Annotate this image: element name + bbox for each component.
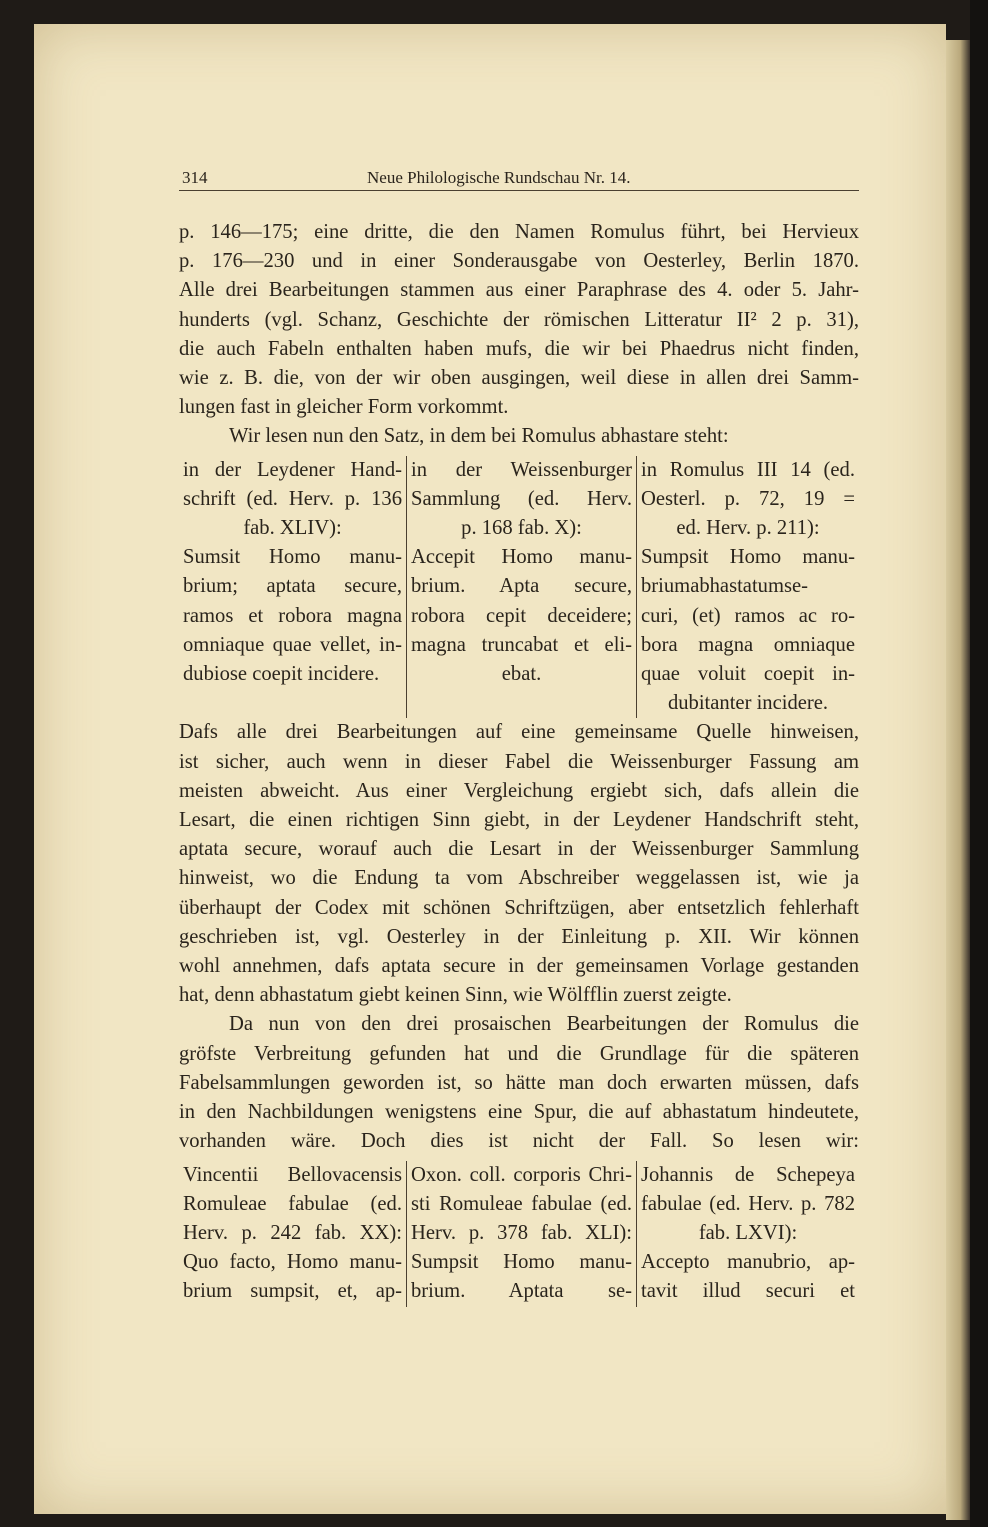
column-text-line: brium sumpsit, et, ap- [183, 1280, 402, 1303]
column-text-line: curi, (et) ramos ac ro- [641, 604, 855, 627]
column-heading-line: in der Leydener Hand- [183, 458, 402, 481]
column-text-line: dubitanter incidere. [667, 692, 829, 715]
text-line: hinweist, wo die Endung ta vom Abschreiber weggelassen ist, wie ja [179, 867, 859, 890]
text-line: hunderts (vgl. Schanz, Geschichte der römischen Litteratur II² 2 p. 31), [179, 308, 859, 331]
column-heading-line: Oxon. coll. corporis Chri- [411, 1163, 632, 1186]
column-text-line: briumabhastatumse- [641, 575, 808, 598]
text-line: überhaupt der Codex mit schönen Schriftzügen, aber entsetzlich fehlerhaft [179, 896, 859, 919]
column-heading-line: Sammlung (ed. Herv. [411, 487, 632, 510]
column-heading-line: Romuleae fabulae (ed. [183, 1192, 402, 1215]
text-line: aptata secure, worauf auch die Lesart in der Weissenburger Sammlung [179, 838, 859, 861]
table-column-schepeya [636, 1161, 859, 1307]
text-line: ist sicher, auch wenn in dieser Fabel die Weissenburger Fassung am [179, 750, 859, 773]
text-line: vorhanden wäre. Doch dies ist nicht der Fall. So lesen wir: [179, 1130, 859, 1153]
column-text-line: quae voluit coepit in- [641, 663, 855, 686]
running-head [179, 166, 859, 191]
text-line: p. 176—230 und in einer Sonderausgabe von Oesterley, Berlin 1870. [179, 250, 859, 273]
text-line: die auch Fabeln enthalten haben mufs, die wir bei Phaedrus nicht finden, [179, 337, 859, 360]
column-heading-line: fabulae (ed. Herv. p. 782 [641, 1192, 855, 1215]
table-column-weissenburg [406, 456, 636, 719]
column-heading-line: Oesterl. p. 72, 19 = [641, 487, 855, 510]
column-heading-line: schrift (ed. Herv. p. 136 [183, 487, 402, 510]
column-heading-line: ed. Herv. p. 211): [676, 517, 820, 540]
column-text-line: brium; aptata secure, [183, 575, 402, 598]
column-text-line: Quo facto, Homo manu- [183, 1251, 402, 1274]
table-column-romulus [636, 456, 859, 719]
text-line: wohl annehmen, dafs aptata secure in der gemeinsamen Vorlage gestanden [179, 955, 859, 978]
column-heading-line: p. 168 fab. X): [461, 517, 582, 540]
scan-border [970, 0, 988, 1527]
text-line: geschrieben ist, vgl. Oesterley in der Einleitung p. XII. Wir können [179, 925, 859, 948]
text-line: lungen fast in gleicher Form vorkommt. [179, 396, 509, 419]
paragraph-1 [179, 218, 859, 422]
paragraph-2 [179, 422, 859, 451]
text-line: Dafs alle drei Bearbeitungen auf eine gemeinsame Quelle hinweisen, [179, 721, 859, 744]
column-text-line: Sumpsit Homo manu- [641, 546, 855, 569]
paragraph-4 [179, 1010, 859, 1156]
page-number: 314 [182, 168, 208, 187]
page-content [179, 166, 859, 1307]
column-text-line: Sumsit Homo manu- [183, 546, 402, 569]
text-line: Fabelsammlungen geworden ist, so hätte man doch erwarten müssen, dafs [179, 1071, 859, 1094]
column-heading-line: in der Weissenburger [411, 458, 632, 481]
page-edge [946, 40, 970, 1520]
column-heading-line: Johannis de Schepeya [641, 1163, 855, 1186]
column-heading-line: Herv. p. 242 fab. XX): [183, 1221, 402, 1244]
text-line: Wir lesen nun den Satz, in dem bei Romulus abhastare steht: [229, 425, 729, 448]
column-text-line: tavit illud securi et [641, 1280, 855, 1303]
text-line: meisten abweicht. Aus einer Vergleichung ergiebt sich, dafs allein die [179, 779, 859, 802]
text-line: Alle drei Bearbeitungen stammen aus einer Paraphrase des 4. oder 5. Jahr- [179, 279, 859, 302]
table-column-vincentius [179, 1161, 406, 1307]
column-text-line: magna truncabat et eli- [411, 633, 632, 656]
text-line: wie z. B. die, von der wir oben ausgingen, weil diese in allen drei Samm- [179, 367, 859, 390]
text-line: p. 146—175; eine dritte, die den Namen Romulus führt, bei Hervieux [179, 221, 859, 243]
column-text-line: ramos et robora magna [183, 604, 402, 627]
column-text-line: Accepit Homo manu- [411, 546, 632, 569]
text-line: Da nun von den drei prosaischen Bearbeitungen der Romulus die [229, 1013, 859, 1036]
column-heading-line: sti Romuleae fabulae (ed. [411, 1192, 632, 1215]
table-column-oxon [406, 1161, 636, 1307]
running-title: Neue Philologische Rundschau Nr. 14. [367, 168, 631, 187]
column-text-line: ebat. [501, 663, 542, 686]
column-heading-line: fab. LXVI): [698, 1221, 798, 1244]
column-heading-line: Vincentii Bellovacensis [183, 1163, 402, 1186]
column-text-line: omniaque quae vellet, in- [183, 633, 402, 656]
text-line: gröfste Verbreitung gefunden hat und die Grundlage für die späteren [179, 1042, 859, 1065]
text-line: hat, denn abhastatum giebt keinen Sinn, wie Wölfflin zuerst zeigte. [179, 984, 732, 1007]
column-heading-line: fab. XLIV): [243, 517, 342, 540]
text-line: in den Nachbildungen wenigstens eine Spur, die auf abhastatum hindeutete, [179, 1101, 859, 1124]
column-heading-line: in Romulus III 14 (ed. [641, 458, 855, 481]
comparison-table-2 [179, 1161, 859, 1307]
table-column-leyden [179, 456, 406, 719]
text-line: Lesart, die einen richtigen Sinn giebt, in der Leydener Handschrift steht, [179, 809, 859, 832]
column-text-line: robora cepit deceidere; [411, 604, 632, 627]
column-text-line: brium. Aptata se- [411, 1280, 632, 1303]
column-text-line: bora magna omniaque [641, 633, 855, 656]
paragraph-3 [179, 718, 859, 1010]
comparison-table-1 [179, 456, 859, 719]
column-text-line: Sumpsit Homo manu- [411, 1251, 632, 1274]
column-text-line: brium. Apta secure, [411, 575, 632, 598]
column-heading-line: Herv. p. 378 fab. XLI): [411, 1221, 632, 1244]
column-text-line: Accepto manubrio, ap- [641, 1251, 855, 1274]
column-text-line: dubiose coepit incidere. [183, 663, 380, 686]
